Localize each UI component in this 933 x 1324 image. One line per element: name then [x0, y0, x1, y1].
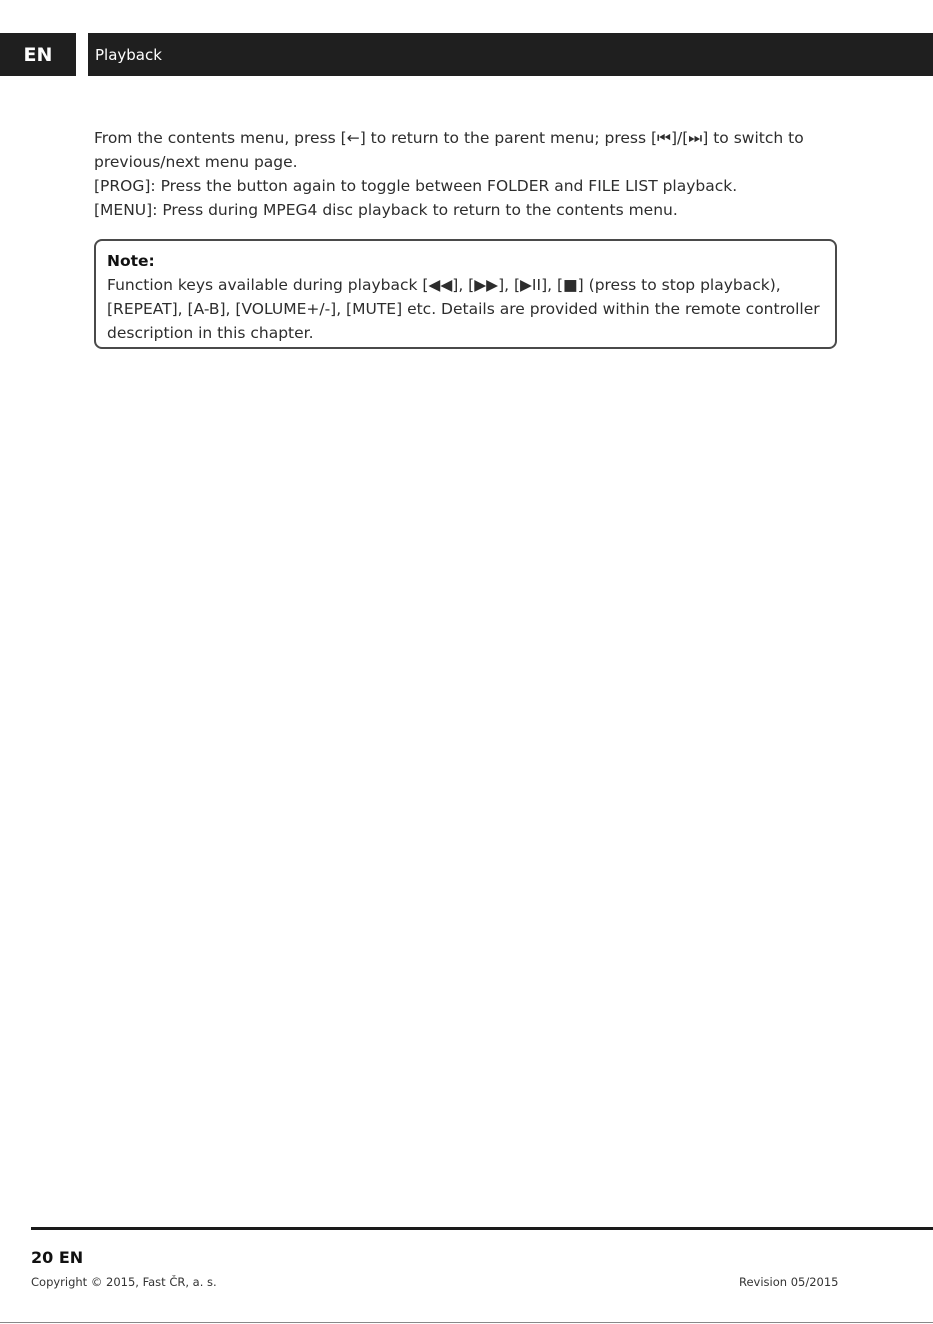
note-box — [94, 239, 837, 349]
footer-divider — [31, 1227, 933, 1230]
revision: Revision 05/2015 — [739, 1275, 839, 1289]
page-number: 20 EN — [31, 1248, 84, 1267]
body-text — [94, 126, 854, 222]
section-title: Playback — [88, 33, 933, 76]
paragraph-contents-menu: From the contents menu, press [←] to return to the parent menu; press [⏮]/[⏭] to switch to previous/next menu page. — [94, 129, 804, 171]
note-text: Function keys available during playback [◀◀], [▶▶], [▶II], [■] (press to stop playback), [REPEAT], [A-B], [VOLUME+/-], [MUTE] etc. Details are provided within the remote controller description in this chapter. — [107, 276, 820, 342]
paragraph-menu: [MENU]: Press during MPEG4 disc playback to return to the contents menu. — [94, 201, 678, 219]
paragraph-prog: [PROG]: Press the button again to toggle between FOLDER and FILE LIST playback. — [94, 177, 738, 195]
bottom-divider — [0, 1322, 933, 1323]
language-tab: EN — [0, 33, 76, 76]
note-title: Note: — [107, 252, 155, 270]
copyright: Copyright © 2015, Fast ČR, a. s. — [31, 1275, 217, 1289]
header-bar — [0, 33, 933, 76]
